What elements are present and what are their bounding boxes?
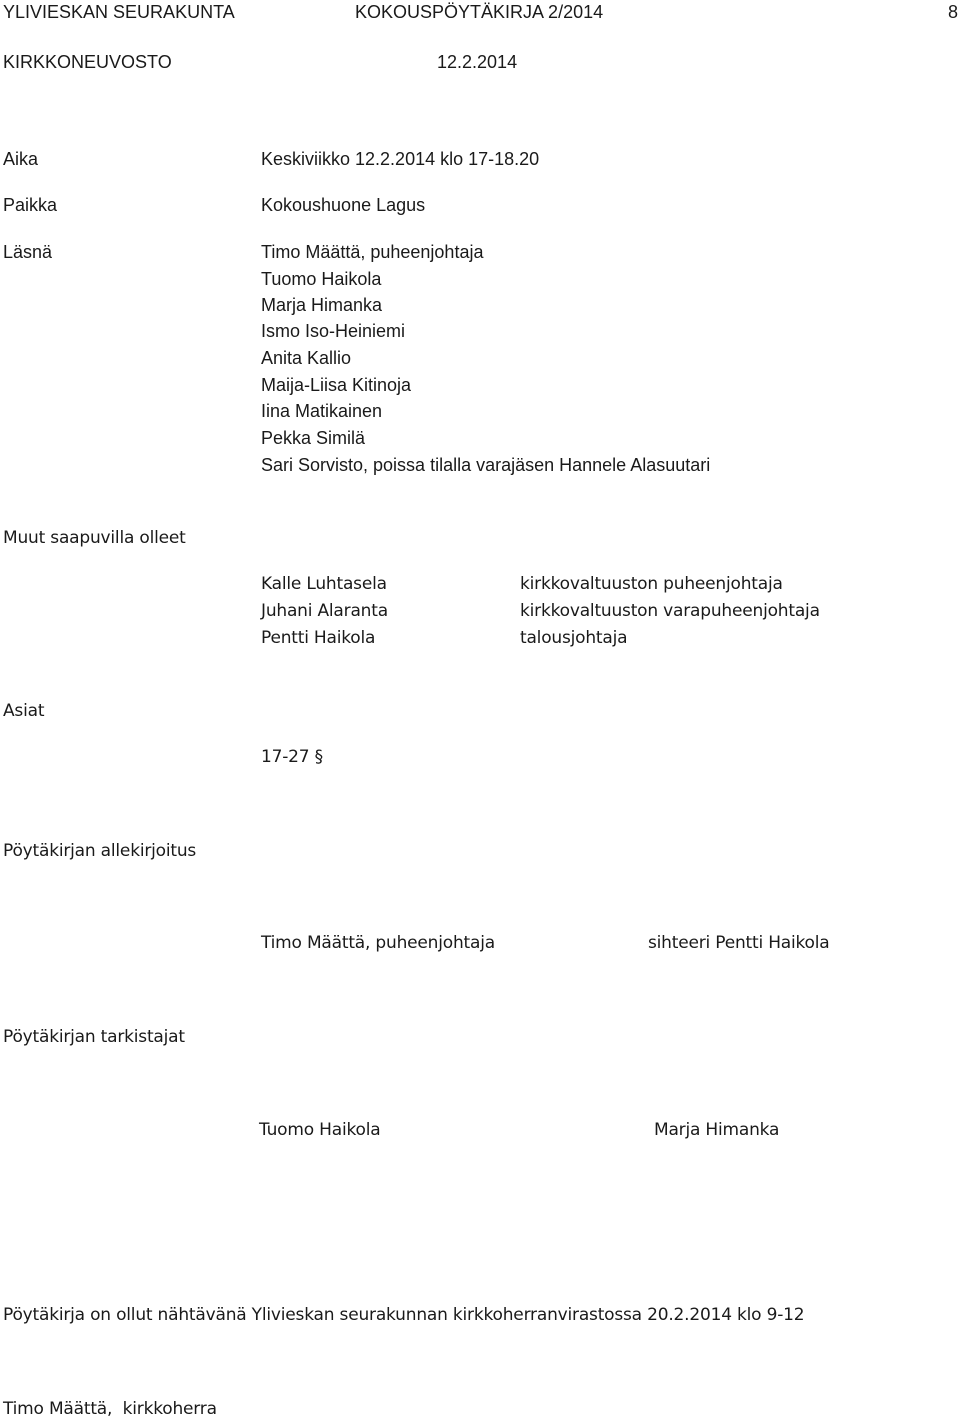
present-member: Marja Himanka (261, 295, 383, 315)
council-name: KIRKKONEUVOSTO (3, 52, 172, 72)
present-member: Sari Sorvisto, poissa tilalla varajäsen Hannele Alasuutari (261, 455, 711, 475)
present-label: Läsnä (3, 242, 53, 262)
other-name: Pentti Haikola (261, 628, 376, 648)
other-role: kirkkovaltuuston varapuheenjohtaja (520, 601, 820, 621)
signature-label: Pöytäkirjan allekirjoitus (3, 841, 197, 861)
present-member: Timo Määttä, puheenjohtaja (261, 242, 484, 262)
page-number: 8 (948, 2, 959, 22)
time-label: Aika (3, 149, 39, 169)
organization-name: YLIVIESKAN SEURAKUNTA (3, 2, 235, 22)
place-label: Paikka (3, 195, 58, 215)
signer: Timo Määttä, kirkkoherra (3, 1399, 217, 1419)
other-role: kirkkovaltuuston puheenjohtaja (520, 574, 783, 594)
present-member: Ismo Iso-Heiniemi (261, 321, 406, 341)
present-member: Iina Matikainen (261, 401, 383, 421)
others-label: Muut saapuvilla olleet (3, 528, 186, 548)
signature-secretary: sihteeri Pentti Haikola (648, 933, 830, 953)
display-note: Pöytäkirja on ollut nähtävänä Ylivieskan seurakunnan kirkkoherranvirastossa 20.2.2014 klo 9-12 (3, 1305, 805, 1325)
time-value: Keskiviikko 12.2.2014 klo 17-18.20 (261, 149, 540, 169)
matters-value: 17-27 § (261, 747, 323, 767)
present-member: Maija-Liisa Kitinoja (261, 375, 412, 395)
other-role: talousjohtaja (520, 628, 628, 648)
other-name: Juhani Alaranta (261, 601, 388, 621)
matters-label: Asiat (3, 701, 45, 721)
document-title: KOKOUSPÖYTÄKIRJA 2/2014 (355, 2, 604, 22)
inspector-second: Marja Himanka (654, 1120, 780, 1140)
present-member: Tuomo Haikola (261, 269, 382, 289)
present-member: Anita Kallio (261, 348, 352, 368)
place-value: Kokoushuone Lagus (261, 195, 426, 215)
inspectors-label: Pöytäkirjan tarkistajat (3, 1027, 185, 1047)
signature-chair: Timo Määttä, puheenjohtaja (261, 933, 495, 953)
meeting-date: 12.2.2014 (437, 52, 518, 72)
inspector-first: Tuomo Haikola (259, 1120, 381, 1140)
present-member: Pekka Similä (261, 428, 366, 448)
other-name: Kalle Luhtasela (261, 574, 387, 594)
